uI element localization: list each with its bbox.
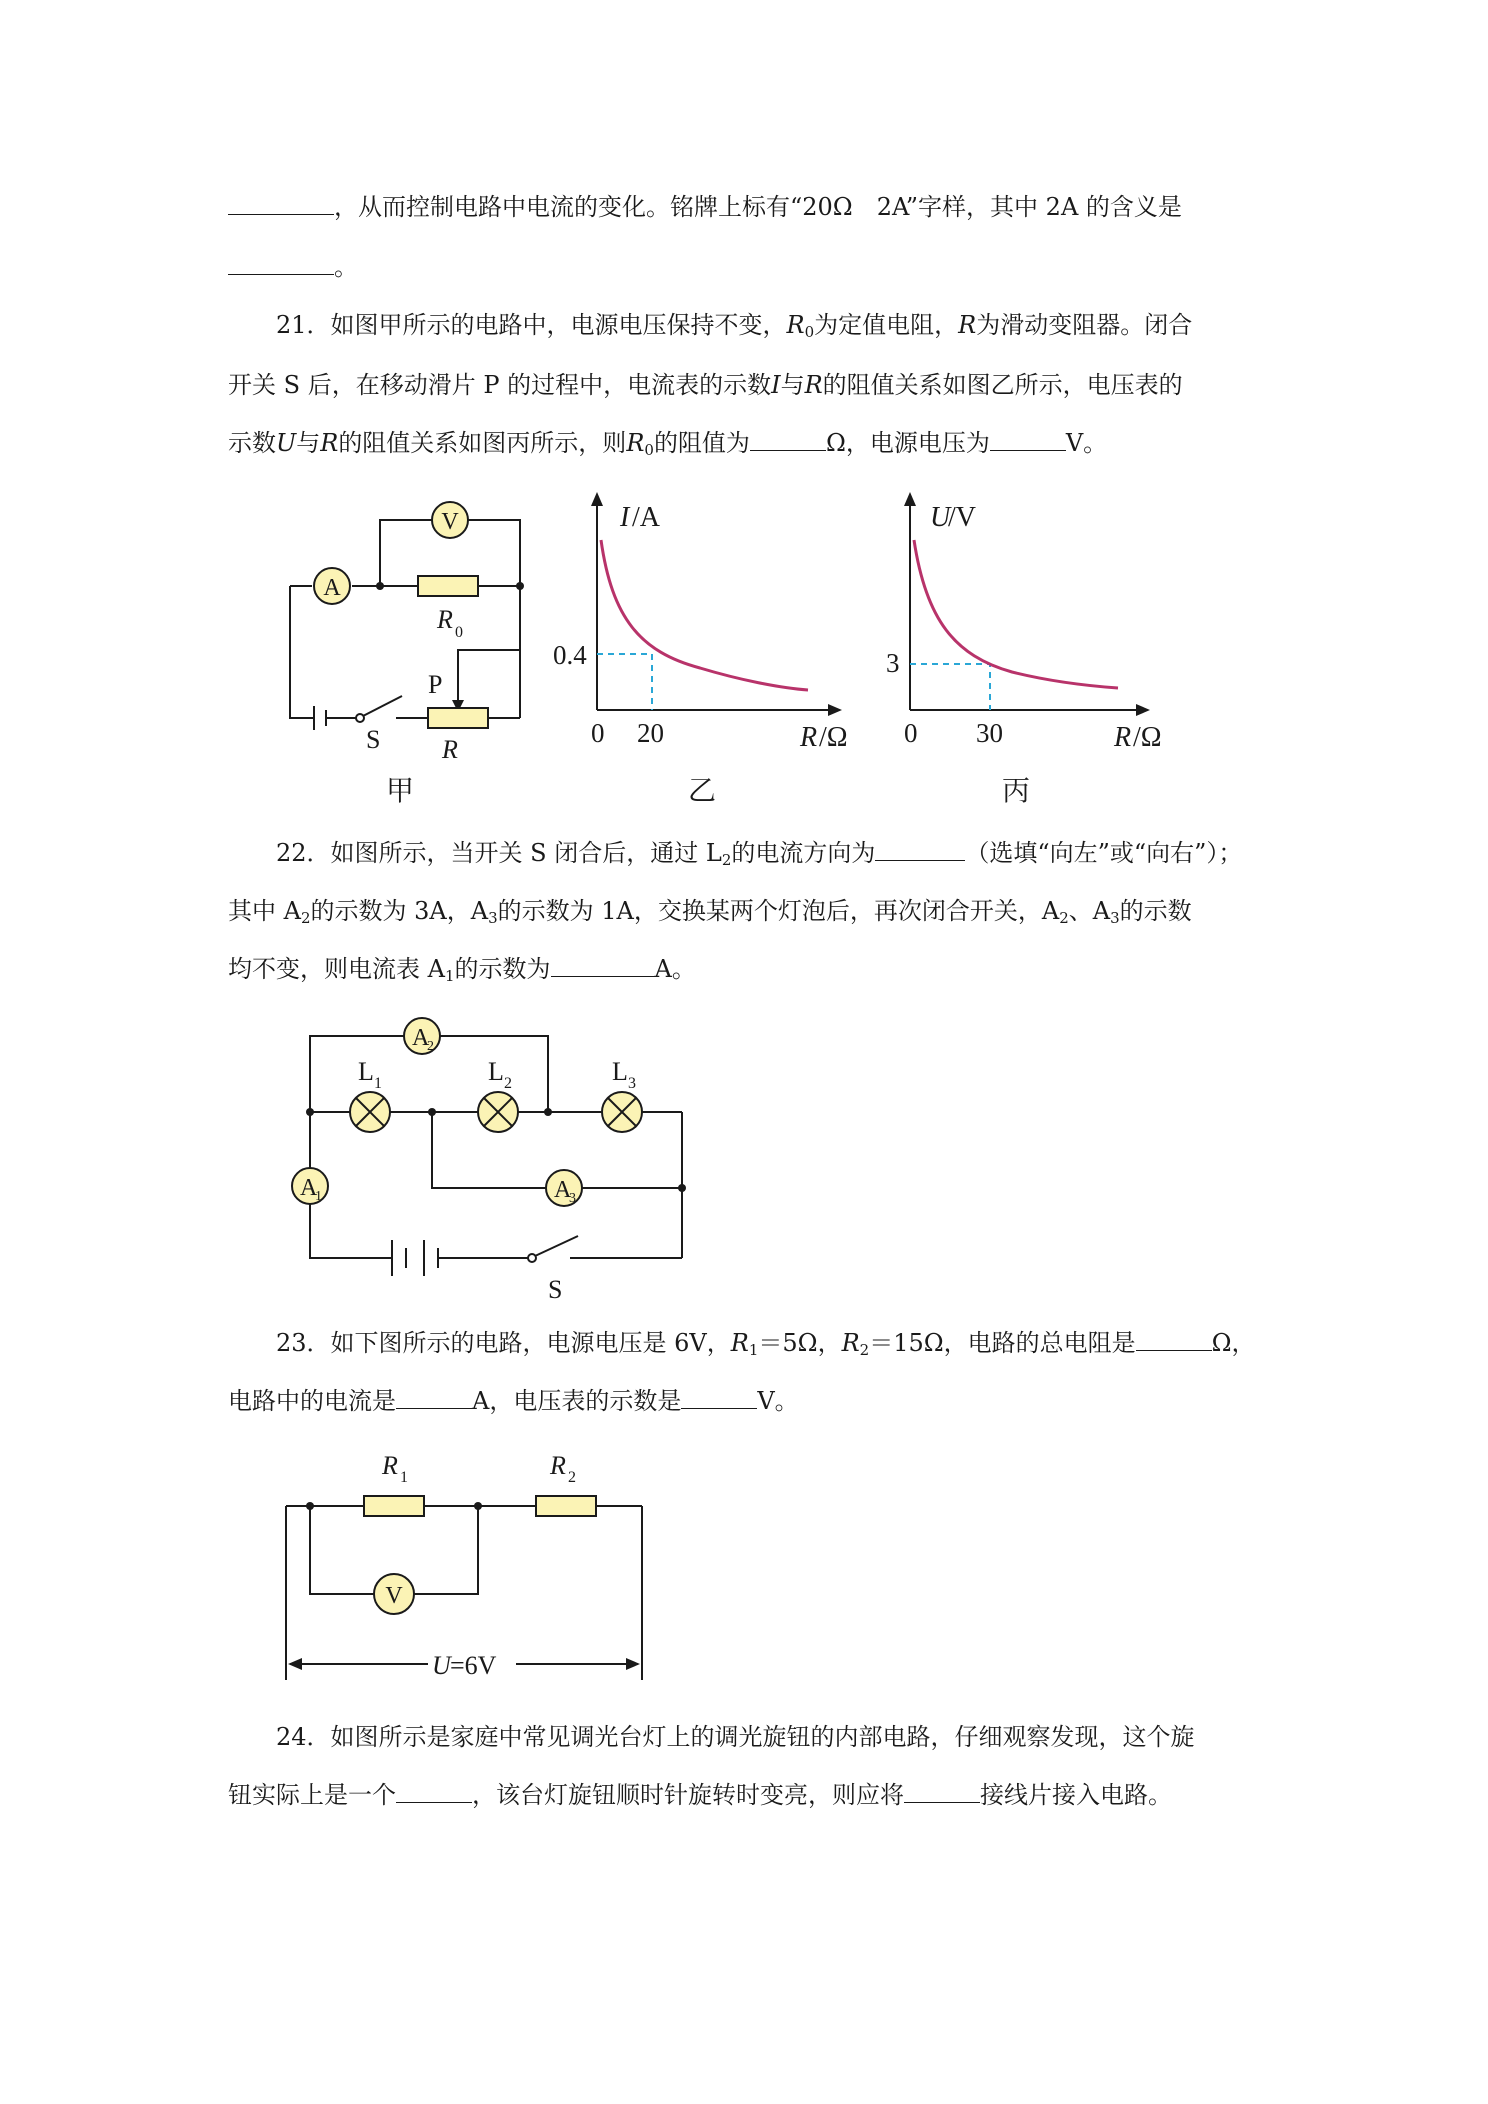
- wire: [414, 1506, 478, 1594]
- x-axis-unit: /Ω: [819, 722, 848, 753]
- answer-blank[interactable]: [396, 1780, 472, 1803]
- y-axis-label: U: [930, 502, 951, 533]
- y-tick-label: 0.4: [553, 640, 587, 670]
- y-axis-unit: /A: [632, 502, 660, 533]
- q21-line1: 21．如图甲所示的电路中，电源电压保持不变，$R_0$为定值电阻，R为滑动变阻器。闭合: [276, 311, 1193, 341]
- switch-label: S: [366, 725, 381, 754]
- x-tick-label: 30: [976, 718, 1003, 748]
- ammeter-a1-subscript: 1: [315, 1189, 322, 1204]
- q24-line1: 24．如图所示是家庭中常见调光台灯上的调光旋钮的内部电路，仔细观察发现，这个旋: [276, 1723, 1195, 1751]
- ammeter-label: A: [323, 575, 341, 601]
- switch-label: S: [548, 1275, 563, 1304]
- answer-blank[interactable]: [904, 1780, 980, 1803]
- arrow-left-icon: [288, 1658, 302, 1670]
- figure-caption: 甲: [385, 776, 415, 807]
- ammeter-a3-subscript: 3: [569, 1191, 576, 1206]
- lamp-l2-subscript: 2: [504, 1075, 512, 1092]
- voltmeter-label: V: [385, 1583, 403, 1609]
- rheostat-label: R: [442, 735, 458, 764]
- lamp-l3-subscript: 3: [628, 1075, 636, 1092]
- origin-label: 0: [591, 718, 605, 748]
- lamp-l1-label: L: [358, 1057, 374, 1086]
- ammeter-a2-subscript: 2: [427, 1039, 434, 1054]
- q24-line2: 钮实际上是一个 ，该台灯旋钮顺时针旋转时变亮，则应将 接线片接入电路。: [228, 1781, 1172, 1809]
- lamp-l1-subscript: 1: [374, 1075, 382, 1092]
- y-tick-label: 3: [886, 648, 900, 678]
- q22-line3: 均不变，则电流表 $A_1$的示数为 A。: [228, 955, 696, 985]
- junction-dot: [306, 1502, 314, 1510]
- x-axis-label: R: [800, 722, 818, 753]
- r1-label: R: [382, 1451, 398, 1480]
- origin-label: 0: [904, 718, 918, 748]
- wire: [310, 1506, 374, 1594]
- lamp-l3-label: L: [612, 1057, 628, 1086]
- r2-label: R: [550, 1451, 566, 1480]
- r0-label: R: [437, 605, 453, 634]
- lamp-l2-label: L: [488, 1057, 504, 1086]
- voltage-variable: U: [432, 1651, 451, 1680]
- q22-line1: 22．如图所示，当开关 S 闭合后，通过 $L_2$的电流方向为 （选填“向左”或“向右”）；: [276, 839, 1243, 869]
- figure-caption: 丙: [1001, 776, 1031, 807]
- figure-caption: 乙: [687, 776, 717, 807]
- q20-line1: ，从而控制电路中电流的变化。铭牌上标有“20Ω 2A”字样，其中 2A 的含义是: [228, 192, 1182, 222]
- q23-line1: 23．如下图所示的电路，电源电压是 6V，$R_1=5\Omega$，$R_2=15\Omega$，电路的总电阻是 Ω，: [276, 1329, 1256, 1359]
- slider-label: P: [428, 670, 443, 699]
- q22-line2: 其中 $A_2$的示数为 3A，$A_3$的示数为 1A，交换某两个灯泡后，再次闭合开关，$A_2$、$A_3$的示数: [228, 897, 1192, 927]
- y-axis-unit: /V: [948, 502, 976, 533]
- arrow-right-icon: [626, 1658, 640, 1670]
- q23-line2: 电路中的电流是 A，电压表的示数是 V。: [228, 1387, 799, 1415]
- x-tick-label: 20: [637, 718, 664, 748]
- ammeter-a3-label: A: [554, 1177, 572, 1203]
- r0-subscript: 0: [455, 624, 463, 641]
- r2-subscript: 2: [568, 1469, 576, 1486]
- x-axis-unit: /Ω: [1133, 722, 1162, 753]
- y-axis-label: I: [620, 502, 630, 533]
- resistor-r2: [536, 1496, 596, 1516]
- x-axis-label: R: [1114, 722, 1132, 753]
- resistor-r1: [364, 1496, 424, 1516]
- ammeter-a2-label: A: [412, 1025, 430, 1051]
- r1-subscript: 1: [400, 1469, 408, 1486]
- q20-line2: 。: [228, 252, 358, 282]
- ammeter-a1-label: A: [300, 1175, 318, 1201]
- junction-dot: [474, 1502, 482, 1510]
- q21-line3: 示数U与R的阻值关系如图丙所示，则$R_0$的阻值为 Ω，电源电压为 V。: [228, 429, 1108, 459]
- voltage-value: =6V: [450, 1651, 497, 1680]
- q21-line2: 开关 S 后，在移动滑片 P 的过程中，电流表的示数I与R的阻值关系如图乙所示，电压表的: [228, 371, 1183, 399]
- voltmeter-label: V: [441, 509, 459, 535]
